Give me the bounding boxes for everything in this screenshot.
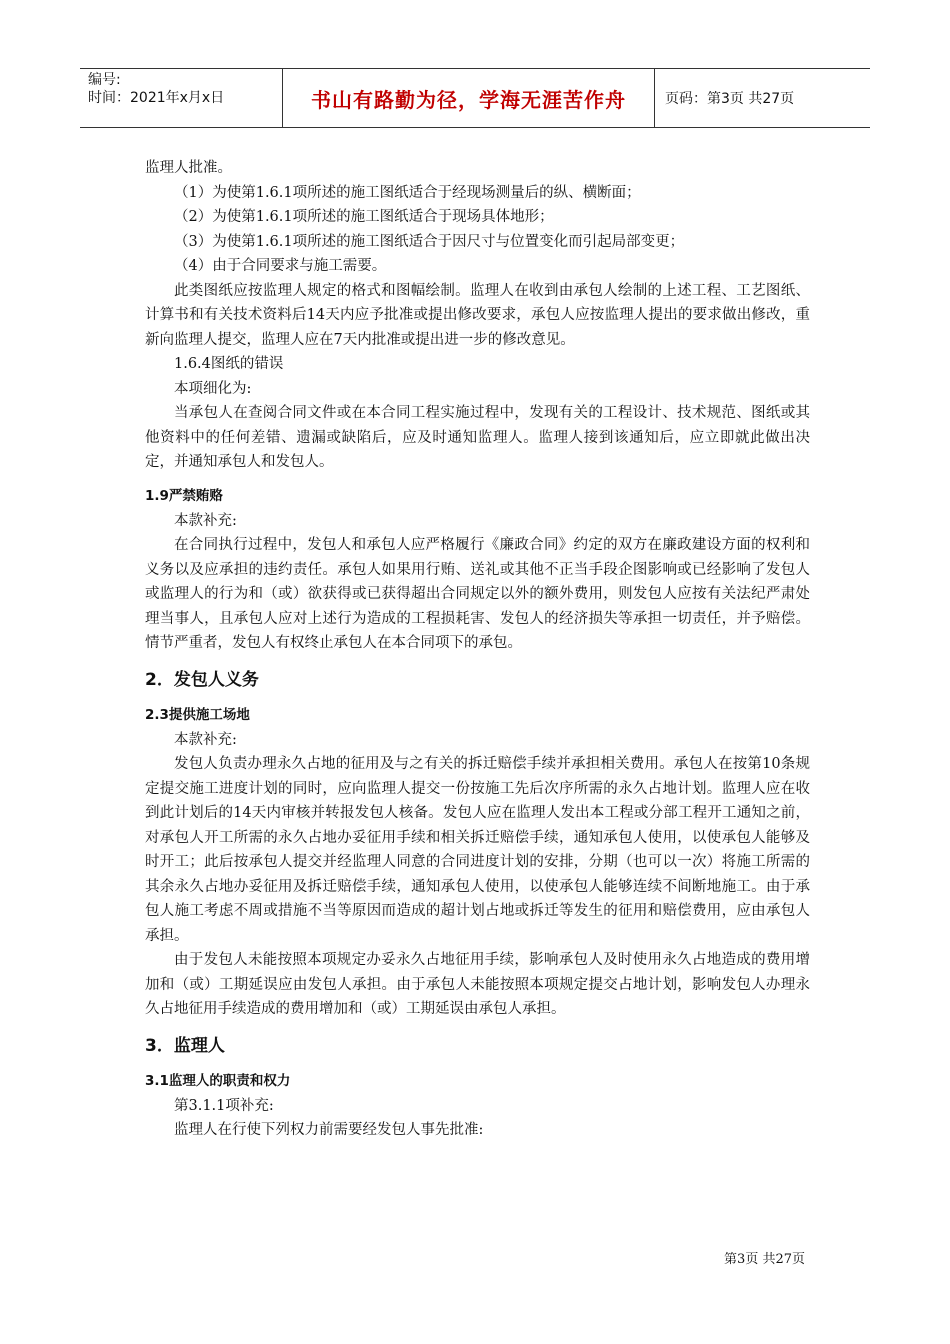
paragraph: 监理人在行使下列权力前需要经发包人事先批准: — [174, 1122, 484, 1138]
paragraph: 监理人批准。 — [145, 160, 232, 176]
header-date-label: 时间：2021年x月x日 — [88, 90, 225, 106]
header-page-label: 页码：第3页 共27页 — [665, 91, 795, 107]
page-header — [80, 68, 870, 128]
list-item: （4）由于合同要求与施工需要。 — [174, 258, 387, 274]
page-footer: 第3页 共27页 — [724, 1252, 805, 1267]
paragraph: 发包人负责办理永久占地的征用及与之有关的拆迁赔偿手续并承担相关费用。承包人在按第10条规定提交施工进度计划的同时，应向监理人提交一份按施工先后次序所需的永久占地计划。监理人应在收到此计划后的14天内审核并转报发包人核备。发包人应在监理人发出本工程或分部工程开工通知之前，对承包人开工所需的永久占地办妥征用手续和相关拆迁赔偿手续，通知承包人使用，以使承包人能够及时开工；此后按承包人提交并经监理人同意的合同进度计划的安排，分期（也可以一次）将施工所需的其余永久占地办妥征用及拆迁赔偿手续，通知承包人使用，以使承包人能够连续不间断地施工。由于承包人施工考虑不周或措施不当等原因而造成的超计划占地或拆迁等发生的征用和赔偿费用，应由承包人承担。 — [145, 756, 810, 944]
paragraph: 本款补充: — [174, 731, 237, 748]
chapter-heading-2: 2．发包人义务 — [145, 669, 259, 690]
paragraph: 第3.1.1项补充: — [174, 1097, 274, 1114]
list-item: （2）为使第1.6.1项所述的施工图纸适合于现场具体地形； — [174, 209, 554, 225]
header-meta — [80, 69, 283, 127]
subsection-title: 1.6.4图纸的错误 — [174, 356, 284, 372]
section-heading-3-1: 3.1监理人的职责和权力 — [145, 1072, 291, 1089]
paragraph: 当承包人在查阅合同文件或在本合同工程实施过程中，发现有关的工程设计、技术规范、图纸或其他资料中的任何差错、遗漏或缺陷后，应及时通知监理人。监理人接到该通知后，应立即就此做出决定，并通知承包人和发包人。 — [145, 405, 810, 470]
paragraph: 本款补充: — [174, 512, 237, 529]
chapter-heading-3: 3．监理人 — [145, 1035, 225, 1056]
header-motto: 书山有路勤为径，学海无涯苦作舟 — [283, 69, 655, 127]
paragraph: 此类图纸应按监理人规定的格式和图幅绘制。监理人在收到由承包人绘制的上述工程、工艺图纸、计算书和有关技术资料后14天内应予批准或提出修改要求，承包人应按监理人提出的要求做出修改，重新向监理人提交，监理人应在7天内批准或提出进一步的修改意见。 — [145, 282, 810, 348]
paragraph: 在合同执行过程中，发包人和承包人应严格履行《廉政合同》约定的双方在廉政建设方面的权利和义务以及应承担的违约责任。承包人如果用行贿、送礼或其他不正当手段企图影响或已经影响了发包人或监理人的行为和（或）欲获得或已获得超出合同规定以外的额外费用，则发包人应按有关法纪严肃处理当事人，且承包人应对上述行为造成的工程损耗害、发包人的经济损失等承担一切责任，并予赔偿。情节严重者，发包人有权终止承包人在本合同项下的承包。 — [145, 537, 810, 651]
document-body — [145, 156, 810, 1143]
list-item: （3）为使第1.6.1项所述的施工图纸适合于因尺寸与位置变化而引起局部变更； — [174, 233, 685, 250]
paragraph: 由于发包人未能按照本项规定办妥永久占地征用手续，影响承包人及时使用永久占地造成的费用增加和（或）工期延误应由发包人承担。由于承包人未能按照本项规定提交占地计划，影响发包人办理永久占地征用手续造成的费用增加和（或）工期延误由承包人承担。 — [145, 952, 810, 1017]
header-number-label: 编号: — [88, 72, 121, 88]
list-item: （1）为使第1.6.1项所述的施工图纸适合于经现场测量后的纵、横断面； — [174, 184, 641, 201]
paragraph: 本项细化为: — [174, 380, 252, 397]
section-heading-2-3: 2.3提供施工场地 — [145, 706, 250, 723]
section-heading-1-9: 1.9严禁贿赂 — [145, 487, 223, 504]
